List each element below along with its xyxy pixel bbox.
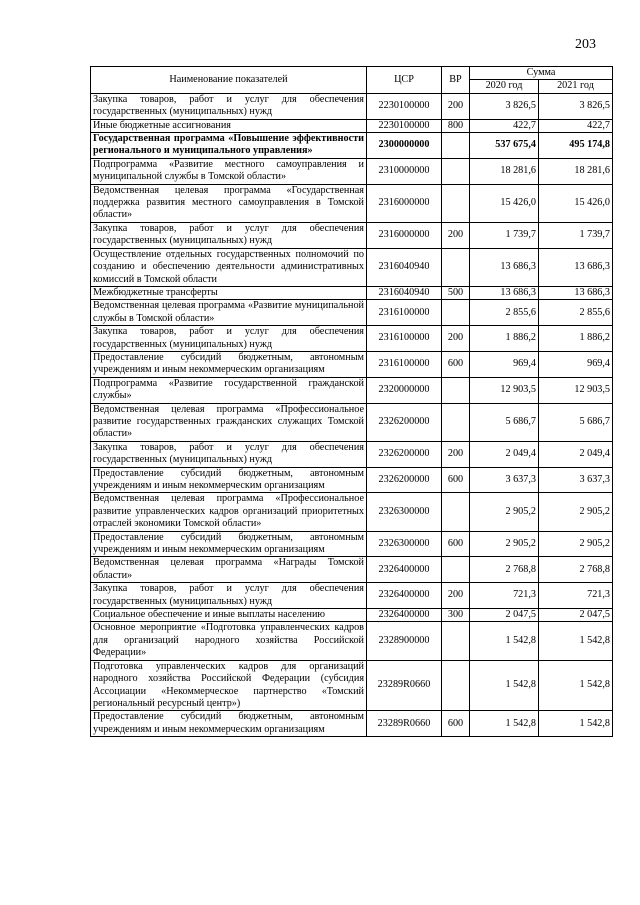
row-csr-cell: 2310000000 xyxy=(367,158,442,184)
row-name-cell: Закупка товаров, работ и услуг для обеспечения государственных (муниципальных) нужд xyxy=(91,583,367,609)
row-name-cell: Предоставление субсидий бюджетным, автономным учреждениям и иным некоммерческим организациям xyxy=(91,351,367,377)
row-sum-2020-cell: 1 542,8 xyxy=(470,711,539,737)
row-vr-cell xyxy=(442,184,470,222)
row-name-cell: Подпрограмма «Развитие государственной гражданской службы» xyxy=(91,377,367,403)
table-row xyxy=(91,441,613,467)
row-sum-2020-cell: 969,4 xyxy=(470,351,539,377)
row-name-cell: Ведомственная целевая программа «Развитие муниципальной службы в Томской области» xyxy=(91,300,367,326)
row-csr-cell: 2316000000 xyxy=(367,222,442,248)
row-sum-2021-cell: 13 686,3 xyxy=(539,248,613,286)
row-sum-2021-cell: 721,3 xyxy=(539,583,613,609)
row-sum-2021-cell: 13 686,3 xyxy=(539,286,613,299)
row-sum-2021-cell: 2 768,8 xyxy=(539,557,613,583)
row-name-cell: Закупка товаров, работ и услуг для обеспечения государственных (муниципальных) нужд xyxy=(91,222,367,248)
row-csr-cell: 2316040940 xyxy=(367,248,442,286)
row-name-cell: Ведомственная целевая программа «Профессиональное развитие государственных гражданских служащих Томской области» xyxy=(91,403,367,441)
table-row xyxy=(91,557,613,583)
row-name-cell: Предоставление субсидий бюджетным, автономным учреждениям и иным некоммерческим организациям xyxy=(91,467,367,493)
row-csr-cell: 2316100000 xyxy=(367,300,442,326)
table-row xyxy=(91,93,613,119)
row-sum-2020-cell: 1 542,8 xyxy=(470,622,539,660)
row-vr-cell xyxy=(442,300,470,326)
row-name-cell: Осуществление отдельных государственных полномочий по созданию и обеспечению деятельности административных комиссий в Томской области xyxy=(91,248,367,286)
table-row xyxy=(91,711,613,737)
row-name-cell: Государственная программа «Повышение эффективности регионального и муниципального управления» xyxy=(91,133,367,159)
table-row xyxy=(91,119,613,132)
row-csr-cell: 2316040940 xyxy=(367,286,442,299)
table-row xyxy=(91,351,613,377)
row-sum-2021-cell: 1 739,7 xyxy=(539,222,613,248)
row-vr-cell: 600 xyxy=(442,711,470,737)
row-sum-2021-cell: 2 855,6 xyxy=(539,300,613,326)
row-sum-2020-cell: 2 855,6 xyxy=(470,300,539,326)
row-sum-2021-cell: 15 426,0 xyxy=(539,184,613,222)
row-vr-cell xyxy=(442,622,470,660)
row-sum-2021-cell: 18 281,6 xyxy=(539,158,613,184)
row-sum-2021-cell: 1 542,8 xyxy=(539,711,613,737)
header-name: Наименование показателей xyxy=(91,67,367,94)
row-sum-2021-cell: 3 637,3 xyxy=(539,467,613,493)
row-sum-2021-cell: 12 903,5 xyxy=(539,377,613,403)
table-row xyxy=(91,531,613,557)
row-csr-cell: 2316100000 xyxy=(367,326,442,352)
row-csr-cell: 2326200000 xyxy=(367,441,442,467)
row-sum-2020-cell: 13 686,3 xyxy=(470,248,539,286)
table-row xyxy=(91,403,613,441)
row-csr-cell: 23289R0660 xyxy=(367,711,442,737)
row-sum-2020-cell: 1 886,2 xyxy=(470,326,539,352)
table-row xyxy=(91,377,613,403)
table-row xyxy=(91,248,613,286)
row-sum-2020-cell: 3 637,3 xyxy=(470,467,539,493)
row-sum-2021-cell: 422,7 xyxy=(539,119,613,132)
table-row xyxy=(91,222,613,248)
header-year-2021: 2021 год xyxy=(539,80,613,93)
row-vr-cell: 300 xyxy=(442,609,470,622)
table-row xyxy=(91,467,613,493)
row-vr-cell: 200 xyxy=(442,222,470,248)
row-name-cell: Предоставление субсидий бюджетным, автономным учреждениям и иным некоммерческим организациям xyxy=(91,531,367,557)
row-vr-cell: 800 xyxy=(442,119,470,132)
row-csr-cell: 2230100000 xyxy=(367,119,442,132)
row-sum-2021-cell: 3 826,5 xyxy=(539,93,613,119)
row-sum-2020-cell: 3 826,5 xyxy=(470,93,539,119)
row-sum-2021-cell: 2 905,2 xyxy=(539,531,613,557)
row-csr-cell: 2316000000 xyxy=(367,184,442,222)
row-sum-2020-cell: 422,7 xyxy=(470,119,539,132)
table-row xyxy=(91,300,613,326)
header-csr: ЦСР xyxy=(367,67,442,94)
row-csr-cell: 2316100000 xyxy=(367,351,442,377)
table-row xyxy=(91,133,613,159)
row-sum-2020-cell: 5 686,7 xyxy=(470,403,539,441)
row-vr-cell xyxy=(442,377,470,403)
table-row xyxy=(91,609,613,622)
row-name-cell: Ведомственная целевая программа «Профессиональное развитие управленческих кадров организаций приоритетных отраслей экономики Томской области» xyxy=(91,493,367,531)
row-vr-cell: 200 xyxy=(442,441,470,467)
row-name-cell: Закупка товаров, работ и услуг для обеспечения государственных (муниципальных) нужд xyxy=(91,326,367,352)
row-sum-2020-cell: 2 905,2 xyxy=(470,493,539,531)
row-vr-cell: 600 xyxy=(442,531,470,557)
row-sum-2020-cell: 2 905,2 xyxy=(470,531,539,557)
table-row xyxy=(91,583,613,609)
row-sum-2020-cell: 721,3 xyxy=(470,583,539,609)
row-name-cell: Ведомственная целевая программа «Награды Томской области» xyxy=(91,557,367,583)
row-csr-cell: 2326400000 xyxy=(367,557,442,583)
row-name-cell: Иные бюджетные ассигнования xyxy=(91,119,367,132)
row-sum-2021-cell: 2 905,2 xyxy=(539,493,613,531)
row-vr-cell xyxy=(442,493,470,531)
table-row xyxy=(91,493,613,531)
row-csr-cell: 23289R0660 xyxy=(367,660,442,711)
row-vr-cell xyxy=(442,133,470,159)
row-vr-cell: 600 xyxy=(442,351,470,377)
row-sum-2021-cell: 2 049,4 xyxy=(539,441,613,467)
table-row xyxy=(91,660,613,711)
row-name-cell: Подготовка управленческих кадров для организаций народного хозяйства Российской Федерации (субсидия Ассоциации «Некоммерческое партнерство «Томский региональный ресурсный центр») xyxy=(91,660,367,711)
row-sum-2020-cell: 2 047,5 xyxy=(470,609,539,622)
row-name-cell: Основное мероприятие «Подготовка управленческих кадров для организаций народного хозяйства Российской Федерации» xyxy=(91,622,367,660)
row-sum-2021-cell: 1 542,8 xyxy=(539,622,613,660)
row-sum-2021-cell: 2 047,5 xyxy=(539,609,613,622)
row-csr-cell: 2230100000 xyxy=(367,93,442,119)
row-sum-2021-cell: 1 542,8 xyxy=(539,660,613,711)
row-sum-2020-cell: 2 768,8 xyxy=(470,557,539,583)
row-name-cell: Межбюджетные трансферты xyxy=(91,286,367,299)
row-sum-2020-cell: 13 686,3 xyxy=(470,286,539,299)
page-number: 203 xyxy=(575,37,596,52)
header-year-2020: 2020 год xyxy=(470,80,539,93)
row-sum-2021-cell: 5 686,7 xyxy=(539,403,613,441)
row-vr-cell: 200 xyxy=(442,326,470,352)
table-row xyxy=(91,286,613,299)
row-vr-cell xyxy=(442,248,470,286)
row-vr-cell xyxy=(442,557,470,583)
table-body xyxy=(91,93,613,736)
row-name-cell: Ведомственная целевая программа «Государственная поддержка развития местного самоуправления в Томской области» xyxy=(91,184,367,222)
row-vr-cell: 200 xyxy=(442,583,470,609)
row-name-cell: Подпрограмма «Развитие местного самоуправления и муниципальной службы в Томской области» xyxy=(91,158,367,184)
row-sum-2020-cell: 2 049,4 xyxy=(470,441,539,467)
row-sum-2021-cell: 969,4 xyxy=(539,351,613,377)
row-name-cell: Закупка товаров, работ и услуг для обеспечения государственных (муниципальных) нужд xyxy=(91,93,367,119)
row-vr-cell: 500 xyxy=(442,286,470,299)
row-sum-2020-cell: 1 542,8 xyxy=(470,660,539,711)
header-vr: ВР xyxy=(442,67,470,94)
row-csr-cell: 2328900000 xyxy=(367,622,442,660)
row-csr-cell: 2326200000 xyxy=(367,403,442,441)
row-sum-2021-cell: 1 886,2 xyxy=(539,326,613,352)
row-sum-2020-cell: 12 903,5 xyxy=(470,377,539,403)
row-csr-cell: 2326400000 xyxy=(367,609,442,622)
row-name-cell: Социальное обеспечение и иные выплаты населению xyxy=(91,609,367,622)
table-row xyxy=(91,184,613,222)
row-sum-2021-cell: 495 174,8 xyxy=(539,133,613,159)
row-sum-2020-cell: 537 675,4 xyxy=(470,133,539,159)
row-name-cell: Предоставление субсидий бюджетным, автономным учреждениям и иным некоммерческим организациям xyxy=(91,711,367,737)
row-vr-cell xyxy=(442,403,470,441)
table-row xyxy=(91,326,613,352)
header-sum: Сумма xyxy=(470,67,613,80)
row-csr-cell: 2326400000 xyxy=(367,583,442,609)
row-sum-2020-cell: 18 281,6 xyxy=(470,158,539,184)
row-sum-2020-cell: 15 426,0 xyxy=(470,184,539,222)
row-csr-cell: 2326300000 xyxy=(367,493,442,531)
row-csr-cell: 2326200000 xyxy=(367,467,442,493)
row-vr-cell: 600 xyxy=(442,467,470,493)
row-name-cell: Закупка товаров, работ и услуг для обеспечения государственных (муниципальных) нужд xyxy=(91,441,367,467)
table-row xyxy=(91,622,613,660)
row-sum-2020-cell: 1 739,7 xyxy=(470,222,539,248)
row-vr-cell xyxy=(442,660,470,711)
budget-table xyxy=(90,66,613,737)
row-vr-cell: 200 xyxy=(442,93,470,119)
row-vr-cell xyxy=(442,158,470,184)
table-row xyxy=(91,158,613,184)
row-csr-cell: 2320000000 xyxy=(367,377,442,403)
row-csr-cell: 2326300000 xyxy=(367,531,442,557)
row-csr-cell: 2300000000 xyxy=(367,133,442,159)
